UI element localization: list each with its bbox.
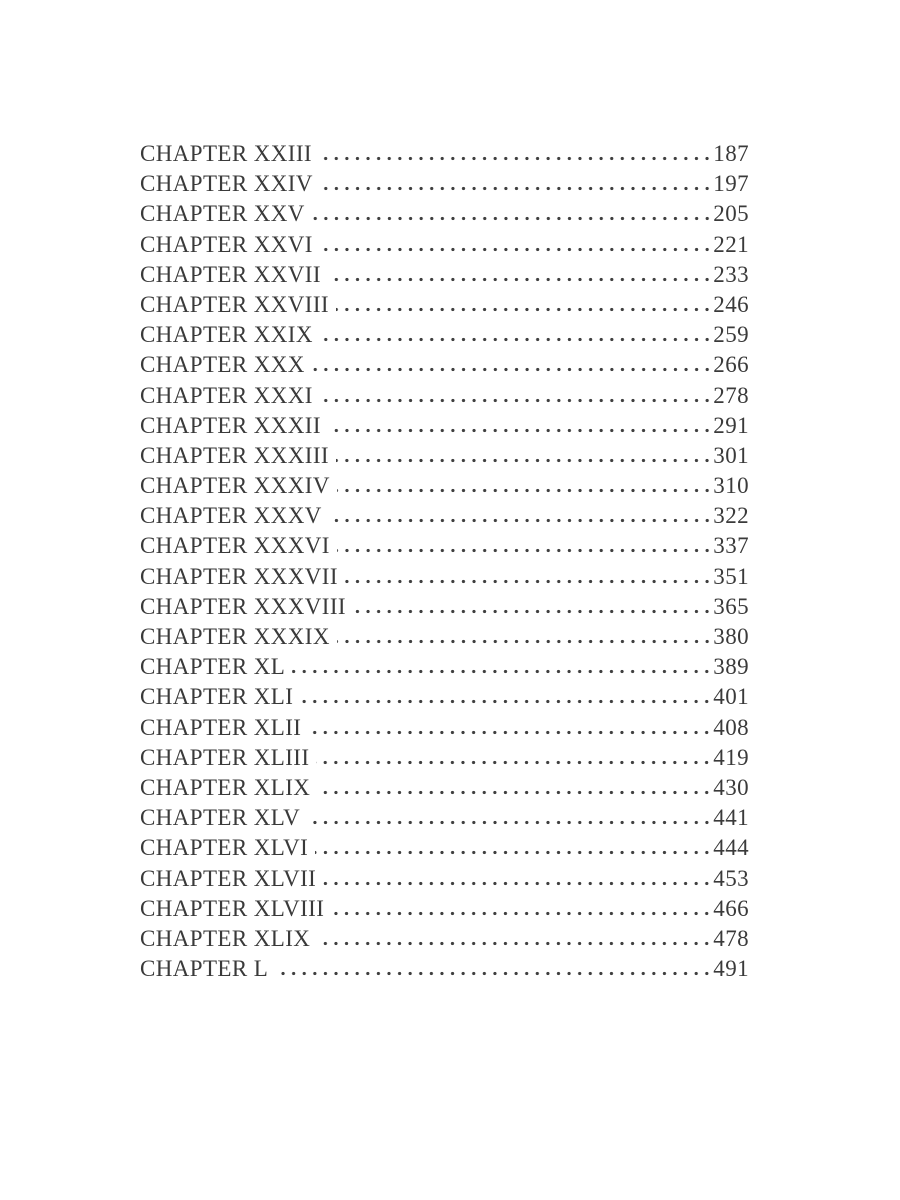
dot-leader (312, 367, 713, 372)
dot-leader (337, 548, 712, 553)
toc-row (140, 260, 749, 290)
page-number: 365 (713, 593, 749, 619)
dot-leader (320, 247, 712, 252)
toc-row (140, 894, 749, 924)
chapter-label: CHAPTER XXXVIII (140, 593, 346, 619)
chapter-label: CHAPTER XL (140, 654, 286, 680)
toc-row (140, 320, 749, 350)
toc-row (140, 682, 749, 712)
toc-row (140, 441, 749, 471)
chapter-label: CHAPTER XXXIV (140, 473, 330, 499)
toc-row (140, 230, 749, 260)
page-number: 430 (713, 774, 749, 800)
chapter-label: CHAPTER XLVI (140, 835, 309, 861)
chapter-label: CHAPTER XXV (140, 201, 305, 227)
page-number: 301 (713, 442, 749, 468)
page-number: 197 (713, 171, 749, 197)
page-number: 419 (713, 744, 749, 770)
chapter-label: CHAPTER XXIX (140, 322, 313, 348)
page-number: 221 (713, 231, 749, 257)
page-number: 205 (713, 201, 749, 227)
dot-leader (323, 881, 712, 886)
page-number: 310 (713, 473, 749, 499)
page-number: 401 (713, 684, 749, 710)
dot-leader (353, 609, 712, 614)
chapter-label: CHAPTER XXXV (140, 503, 322, 529)
toc-row (140, 652, 749, 682)
toc-row (140, 501, 749, 531)
dot-leader (329, 518, 713, 523)
toc-row (140, 743, 749, 773)
toc-row (140, 924, 749, 954)
page-number: 491 (713, 956, 749, 982)
page-number: 478 (713, 925, 749, 951)
dot-leader (316, 760, 712, 765)
page-number: 291 (713, 412, 749, 438)
page-number: 380 (713, 624, 749, 649)
page-number: 389 (713, 654, 749, 680)
chapter-label: CHAPTER XLVIII (140, 895, 325, 921)
toc-row (140, 381, 749, 411)
toc-row (140, 592, 749, 622)
dot-leader (292, 669, 712, 674)
dot-leader (315, 850, 712, 855)
chapter-label: CHAPTER XXXVII (140, 563, 338, 589)
chapter-label: CHAPTER XXVII (140, 261, 321, 287)
chapter-label: CHAPTER XXXII (140, 412, 321, 438)
toc-row (140, 139, 749, 169)
dot-leader (275, 971, 712, 976)
toc-row (140, 411, 749, 441)
toc-row (140, 471, 749, 501)
toc-row (140, 954, 749, 984)
page-number: 322 (713, 503, 749, 529)
page-number: 408 (713, 714, 749, 740)
toc-row (140, 531, 749, 561)
page-number: 259 (713, 322, 749, 348)
toc-row (140, 803, 749, 833)
toc-row (140, 773, 749, 803)
dot-leader (331, 911, 712, 916)
page-number: 246 (713, 291, 749, 317)
dot-leader (336, 307, 712, 312)
dot-leader (320, 186, 712, 191)
chapter-label: CHAPTER XXX (140, 352, 305, 378)
toc-row (140, 169, 749, 199)
chapter-label: CHAPTER XXXI (140, 382, 313, 408)
chapter-label: CHAPTER XLIX (140, 925, 311, 951)
page-number: 266 (713, 352, 749, 378)
page-number: 453 (713, 865, 749, 891)
chapter-label: CHAPTER XXXIII (140, 442, 329, 468)
chapter-label: CHAPTER XXVI (140, 231, 313, 257)
page-number: 351 (713, 563, 749, 589)
chapter-label: CHAPTER XXIII (140, 141, 312, 166)
chapter-label: CHAPTER XXIV (140, 171, 313, 197)
dot-leader (320, 398, 712, 403)
toc-row (140, 350, 749, 380)
dot-leader (308, 730, 712, 735)
dot-leader (337, 639, 712, 644)
toc-row (140, 864, 749, 894)
page-number: 441 (713, 805, 749, 831)
dot-leader (337, 488, 712, 493)
chapter-label: CHAPTER XXXVI (140, 533, 330, 559)
dot-leader (345, 579, 712, 584)
dot-leader (312, 216, 713, 221)
page-number: 466 (713, 895, 749, 921)
dot-leader (328, 428, 712, 433)
page-number: 278 (713, 382, 749, 408)
dot-leader (328, 277, 712, 282)
dot-leader (317, 941, 712, 946)
dot-leader (319, 156, 712, 161)
chapter-label: CHAPTER L (140, 956, 269, 982)
chapter-label: CHAPTER XLV (140, 805, 301, 831)
chapter-label: CHAPTER XLI (140, 684, 294, 710)
dot-leader (300, 699, 712, 704)
toc-row (140, 199, 749, 229)
chapter-label: CHAPTER XLIX (140, 774, 311, 800)
dot-leader (317, 790, 712, 795)
chapter-label: CHAPTER XLII (140, 714, 302, 740)
page-number: 187 (713, 141, 749, 166)
chapter-label: CHAPTER XLVII (140, 865, 317, 891)
page-number: 233 (713, 261, 749, 287)
dot-leader (320, 337, 712, 342)
chapter-label: CHAPTER XLIII (140, 744, 310, 770)
page-number: 337 (713, 533, 749, 559)
chapter-label: CHAPTER XXVIII (140, 291, 329, 317)
toc-row (140, 562, 749, 592)
dot-leader (336, 458, 712, 463)
toc-row (140, 833, 749, 863)
toc-row (140, 713, 749, 743)
page-number: 444 (713, 835, 749, 861)
toc-list (140, 139, 749, 984)
toc-row (140, 290, 749, 320)
chapter-label: CHAPTER XXXIX (140, 624, 330, 649)
dot-leader (307, 820, 712, 825)
toc-row (140, 622, 749, 652)
